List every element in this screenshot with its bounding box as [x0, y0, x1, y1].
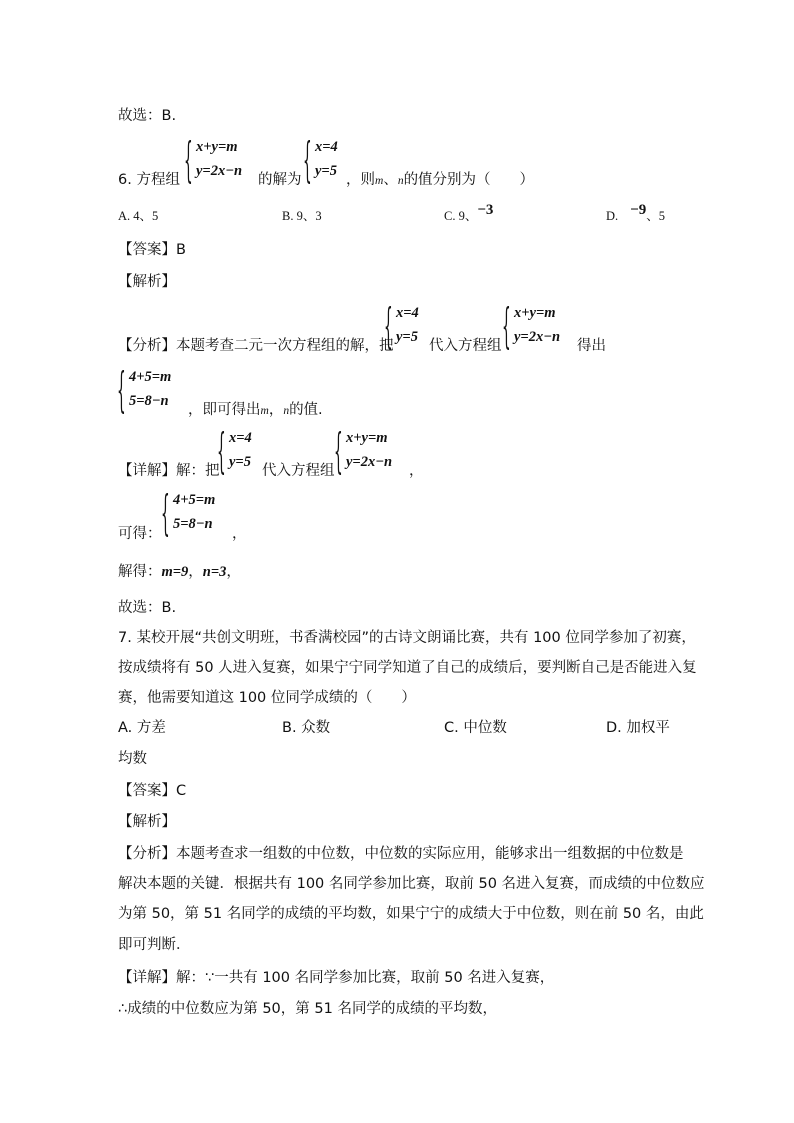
q6-fenxi-text-c: 得出: [577, 338, 606, 354]
q6-fenxi-text-b: 代入方程组: [429, 338, 502, 354]
q7-xiangjie-line-2: ∴成绩的中位数应为第 50，第 51 名同学的成绩的平均数，: [118, 1001, 497, 1017]
q7-answer: 【答案】C: [118, 783, 187, 799]
q6-analysis-heading: 【解析】: [118, 274, 176, 290]
q7-option-c: C. 中位数: [444, 720, 507, 736]
q7-fenxi-line-1: 【分析】本题考查求一组数的中位数，中位数的实际应用，能够求出一组数据的中位数是: [118, 846, 684, 862]
q6-xiangjie-text-c: ，: [409, 463, 424, 479]
q7-option-b: B. 众数: [282, 720, 331, 736]
left-brace-icon: {: [161, 485, 170, 541]
q6-option-a: A. 4、5: [118, 209, 159, 223]
q7-stem-line-1: 7. 某校开展“共创文明班，书香满校园”的古诗文朗诵比赛，共有 100 位同学参加了初赛，: [118, 630, 696, 646]
q7-option-d-continued: 均数: [118, 751, 147, 767]
q7-option-d: D. 加权平: [606, 720, 670, 736]
q6-fenxi-text-a: 【分析】本题考查二元一次方程组的解，把: [118, 338, 394, 354]
q6-option-b: B. 9、3: [282, 209, 322, 223]
q6-option-c: C. 9、−3: [444, 202, 494, 223]
q7-fenxi-line-2: 解决本题的关键．根据共有 100 名同学参加比赛，取前 50 名进入复赛，而成绩的中位数应: [118, 876, 705, 892]
q6-answer: 【答案】B: [118, 242, 186, 258]
q6-stem-tail: ，则m、n的值分别为（ ）: [346, 172, 535, 188]
q6-fenxi-text-d: ，即可得出m，n的值.: [188, 402, 323, 418]
q6-stem-mid: 的解为: [258, 172, 302, 188]
q7-xiangjie-line-1: 【详解】解：∵一共有 100 名同学参加比赛，取前 50 名进入复赛，: [118, 970, 555, 986]
q6-xiangjie-text-a: 【详解】解：把: [118, 463, 220, 479]
left-brace-icon: {: [303, 132, 312, 188]
left-brace-icon: {: [184, 132, 193, 188]
answer-conclusion-prev: 故选：B.: [118, 108, 177, 124]
left-brace-icon: {: [384, 298, 393, 354]
q7-stem-line-3: 赛，他需要知道这 100 位同学成绩的（ ）: [118, 690, 416, 706]
q6-option-d: D. −9、5: [606, 202, 665, 223]
left-brace-icon: {: [217, 423, 226, 479]
q6-jiede-line: 解得：m=9，n=3，: [118, 564, 241, 580]
q7-stem-line-2: 按成绩将有 50 人进入复赛，如果宁宁同学知道了自己的成绩后，要判断自己是否能进入复: [118, 660, 697, 676]
left-brace-icon: {: [117, 362, 126, 418]
q6-stem-number: 6. 方程组: [118, 172, 180, 188]
left-brace-icon: {: [502, 298, 511, 354]
q7-analysis-heading: 【解析】: [118, 814, 176, 830]
q7-option-a: A. 方差: [118, 720, 166, 736]
left-brace-icon: {: [334, 423, 343, 479]
q7-fenxi-line-3: 为第 50，第 51 名同学的成绩的平均数，如果宁宁的成绩大于中位数，则在前 50 名，由此: [118, 906, 704, 922]
q6-conclusion: 故选：B.: [118, 600, 177, 616]
q7-fenxi-line-4: 即可判断．: [118, 937, 191, 953]
q6-kede-label: 可得：: [118, 526, 162, 542]
q6-kede-tail: ，: [232, 526, 247, 542]
q6-xiangjie-text-b: 代入方程组: [262, 463, 335, 479]
